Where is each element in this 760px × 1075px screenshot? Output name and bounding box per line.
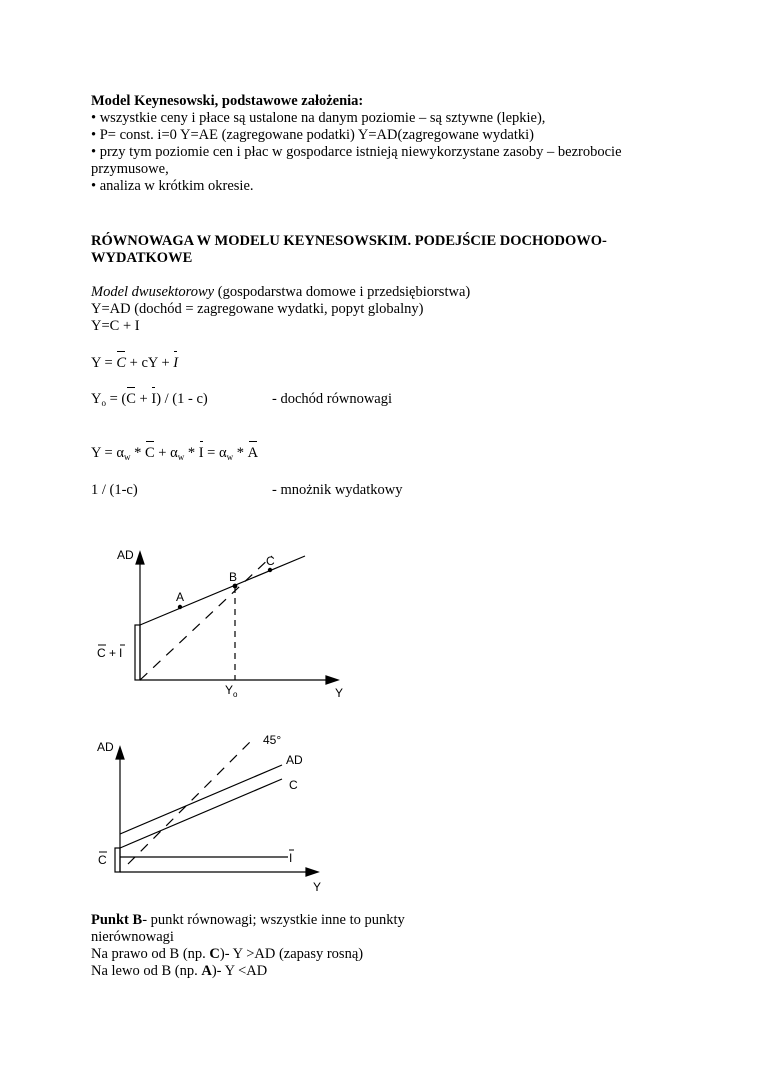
left-pre: Na lewo od B (np. — [91, 963, 202, 979]
point-b-description — [91, 912, 405, 929]
chart2-axis-y-label: AD — [97, 740, 114, 754]
eq-w: w — [123, 452, 131, 462]
eq-i-bar: I — [151, 391, 157, 407]
45-degree-line — [128, 737, 255, 864]
intercept-bar — [115, 848, 120, 872]
eq-open: = ( — [105, 391, 127, 407]
ad-line — [120, 765, 282, 834]
eq-alpha: α — [218, 445, 227, 461]
chart1-axis-y-label: AD — [117, 548, 134, 562]
eq-plus: + — [154, 445, 171, 461]
eq-alpha: α — [170, 445, 178, 461]
eq-y: Y — [91, 391, 102, 407]
heading-line-1: RÓWNOWAGA W MODELU KEYNESOWSKIM. PODEJŚCIE DOCHODOWO- — [91, 233, 607, 249]
multiplier-expression: 1 / (1-c) — [91, 482, 138, 498]
x-eq: Y — [225, 683, 234, 697]
point-a — [178, 605, 181, 608]
eq-plus: + — [135, 391, 152, 407]
eq-rest: ) / (1 - c) — [156, 391, 208, 407]
chart1-label-c: C — [266, 554, 275, 568]
eq-w: w — [226, 452, 234, 462]
eq-y: Y = — [91, 445, 117, 461]
y-axis-arrow — [116, 747, 124, 759]
point-b-description-cont: nierównowagi — [91, 929, 174, 945]
eq-w: w — [177, 452, 185, 462]
intercept-plus: + — [105, 646, 117, 660]
left-bold: A — [201, 963, 212, 979]
assumption-4: • analiza w krótkim okresie. — [91, 178, 254, 194]
point-b-bold: Punkt B — [91, 912, 143, 928]
ad-line — [140, 556, 305, 625]
chart2-i-label: I — [289, 851, 293, 865]
heading-line-2: WYDATKOWE — [91, 250, 193, 266]
left-of-b — [91, 963, 267, 980]
consumption-line — [120, 779, 282, 848]
equation-y-ci: Y=C + I — [91, 318, 140, 334]
chart2-intercept-c-label: C — [98, 853, 107, 867]
x-axis-arrow — [306, 868, 318, 876]
chart2-45-degree-label: 45° — [263, 733, 282, 747]
model-desc: (gospodarstwa domowe i przedsiębiorstwa) — [214, 284, 471, 300]
model-name: Model dwusektorowy — [91, 284, 215, 300]
chart2-c-label: C — [289, 778, 298, 792]
eq-y: Y = — [91, 355, 117, 371]
multiplier-label: - mnożnik wydatkowy — [272, 482, 403, 498]
chart1-intercept-label — [97, 646, 122, 660]
chart1-label-a: A — [176, 590, 185, 604]
section-title: Model Keynesowski, podstawowe założenia: — [91, 93, 364, 109]
intercept-i: I — [119, 646, 123, 660]
eq-star: * — [184, 445, 199, 461]
eq-sub: o — [101, 398, 106, 408]
chart1-axis-x-label: Y — [335, 686, 344, 700]
chart1-x-equilibrium-label — [225, 683, 238, 699]
equilibrium-income-label: - dochód równowagi — [272, 391, 393, 407]
eq-mid: + cY + — [126, 355, 174, 371]
x-eq-sub: o — [233, 690, 238, 699]
intercept-c: C — [97, 646, 106, 660]
right-post: )- Y >AD (zapasy rosną) — [219, 946, 364, 962]
eq-i-bar: I — [173, 355, 179, 371]
assumption-3-cont: przymusowe, — [91, 161, 169, 177]
x-axis-arrow — [326, 676, 338, 684]
eq-a-bar: A — [247, 445, 259, 461]
intercept-bar — [135, 625, 140, 680]
right-bold: C — [209, 946, 220, 962]
eq-alpha: α — [116, 445, 124, 461]
chart2-ad-label: AD — [286, 753, 303, 767]
eq-c-bar: C — [116, 355, 127, 371]
eq-c-bar: C — [144, 445, 155, 461]
chart1-label-b: B — [229, 570, 238, 584]
eq-i-bar: I — [198, 445, 204, 461]
right-of-b — [91, 946, 363, 963]
point-c — [268, 568, 271, 571]
assumption-2: • P= const. i=0 Y=AE (zagregowane podatki) Y=AD(zagregowane wydatki) — [91, 127, 534, 143]
right-pre: Na prawo od B (np. — [91, 946, 210, 962]
chart2-axis-x-label: Y — [313, 880, 322, 894]
eq-star: * — [130, 445, 145, 461]
eq-c-bar: C — [126, 391, 136, 407]
left-post: )- Y <AD — [211, 963, 268, 979]
assumption-1: • wszystkie ceny i płace są ustalone na danym poziomie – są sztywne (lepkie), — [91, 110, 546, 126]
point-b-rest: - punkt równowagi; wszystkie inne to punkty — [142, 912, 405, 928]
45-degree-line — [140, 556, 272, 680]
y-axis-arrow — [136, 552, 144, 564]
point-b — [233, 584, 237, 588]
assumption-3: • przy tym poziomie cen i płac w gospodarce istnieją niewykorzystane zasoby – bezrobocie — [91, 144, 622, 160]
eq-star: * — [233, 445, 248, 461]
equation-y-ad: Y=AD (dochód = zagregowane wydatki, popyt globalny) — [91, 301, 424, 317]
eq-eq: = — [203, 445, 219, 461]
